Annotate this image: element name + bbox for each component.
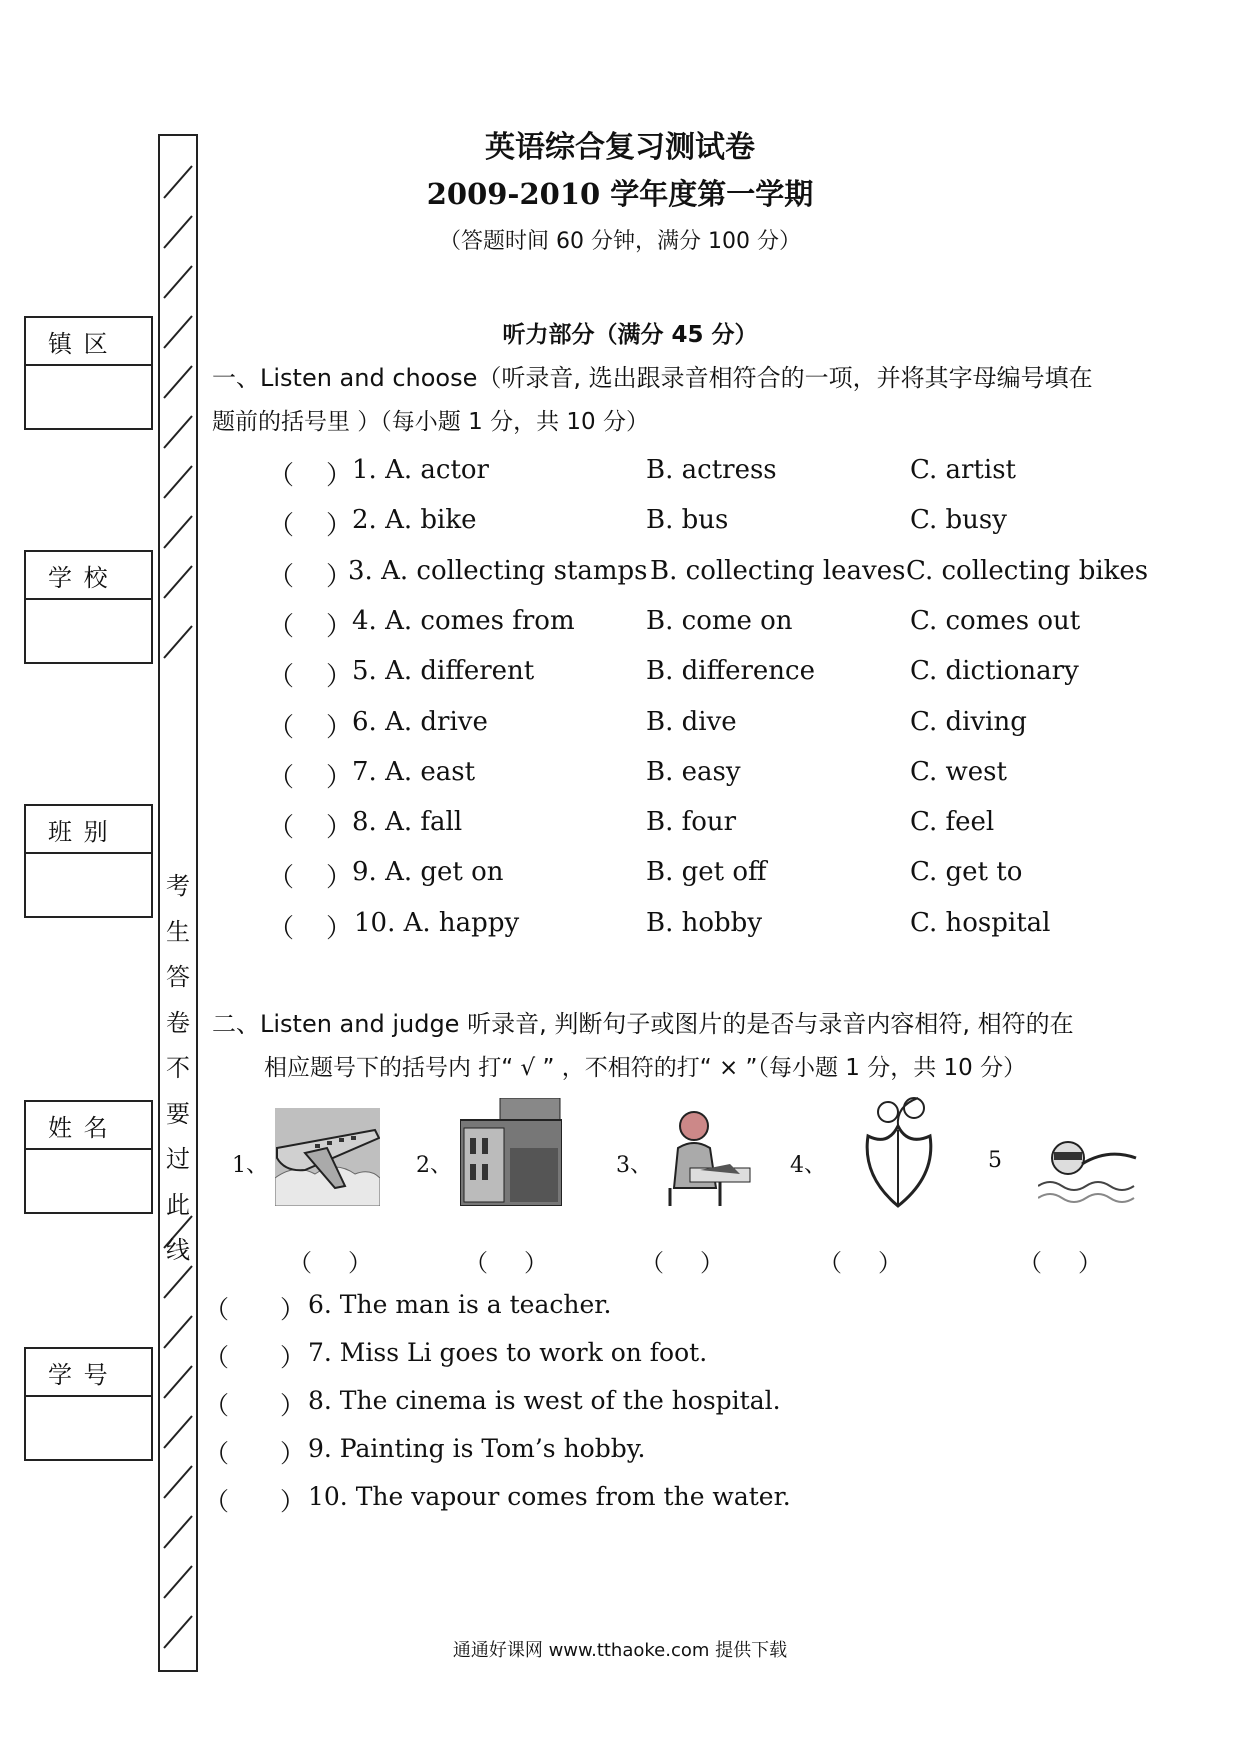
answer-paren-open[interactable]: （ [268,461,295,491]
pic-label-1: 1、 [232,1153,268,1178]
option-c: C. diving [910,706,1027,737]
footer-text: 通通好课网 www.tthaoke.com 提供下载 [452,1640,788,1661]
answer-paren-open[interactable]: （ [268,762,295,793]
option-a: 3. A. collecting stamps [348,555,648,586]
judge-paren-close: ） [280,1295,306,1324]
judge-sentence: 10. The vapour comes from the water. [308,1482,791,1511]
building-icon [460,1098,562,1206]
option-c: C. comes out [910,605,1081,636]
judge-paren-close: ） [280,1343,306,1372]
page-title: 英语综合复习测试卷 [485,130,755,165]
option-a: 6. A. drive [352,706,488,737]
judge-sentence: 9. Painting is Tom’s hobby. [308,1434,646,1463]
girl-painting-icon [660,1108,756,1206]
seal-line-text: 考 生 答 卷 不 要 过 此 线 [166,872,190,1264]
info-label-id: 学 号 [26,1349,151,1397]
option-b: B. actress [646,455,777,485]
pic-answer-1[interactable]: （ ） [288,1249,372,1277]
answer-paren-open[interactable]: （ [268,662,295,693]
answer-paren-open[interactable]: （ [268,813,295,844]
choice-row [0,455,1240,495]
info-blank-town[interactable] [26,366,151,428]
judge-sentence: 7. Miss Li goes to work on foot. [308,1338,708,1367]
option-a: 9. A. get on [352,857,504,888]
info-label-town: 镇 区 [26,318,151,366]
section2-heading: 二、Listen and judge 听录音, 判断句子或图片的是否与录音内容相符, 相符的在 相应题号下的括号内 打“ √ ” ，不相符的打“ × ”（每小题 1 分，共 10 分） [212,1010,1074,1081]
choice-row [0,857,1240,897]
option-a: 4. A. comes from [352,605,575,636]
option-b: B. dive [646,706,737,737]
option-a: 5. A. different [352,656,535,687]
pic-label-2: 2、 [416,1153,452,1178]
choice-row [0,707,1240,747]
option-b: B. easy [646,756,741,787]
swimmer-icon [1038,1128,1140,1208]
option-c: C. collecting bikes [906,555,1149,586]
pic-label-4: 4、 [790,1153,826,1178]
judge-paren-open[interactable]: （ [204,1391,230,1420]
option-b: B. hobby [646,907,763,938]
choice-row [0,656,1240,696]
judge-row [204,1338,1104,1378]
seal-line-strip [158,134,198,1672]
option-b: B. bus [646,505,729,536]
option-c: C. west [910,756,1007,787]
choice-row [0,757,1240,797]
answer-paren-close: ） [326,611,353,642]
info-blank-name[interactable] [26,1150,151,1212]
answer-paren-close: ） [326,762,353,793]
option-c: C. feel [910,807,995,838]
info-box-name [24,1100,153,1214]
info-label-name: 姓 名 [26,1102,151,1150]
answer-paren-close: ） [326,662,353,693]
answer-paren-close: ） [326,712,353,743]
info-label-class: 班 别 [26,806,151,854]
answer-paren-open[interactable]: （ [268,611,295,642]
info-box-id [24,1347,153,1461]
pic-answer-3[interactable]: （ ） [640,1249,724,1277]
answer-paren-close: ） [326,511,353,542]
judge-row [204,1386,1104,1426]
judge-paren-open[interactable]: （ [204,1487,230,1516]
judge-paren-close: ） [280,1439,306,1468]
answer-paren-close: ） [326,913,353,944]
answer-paren-close: ） [326,813,353,844]
answer-paren-open[interactable]: （ [268,511,295,542]
option-b: B. four [646,807,737,838]
section1-heading: 一、Listen and choose（听录音, 选出跟录音相符合的一项，并将其字母编号填在 题前的括号里 ）（每小题 1 分，共 10 分） [212,364,1093,435]
judge-sentence: 8. The cinema is west of the hospital. [308,1386,781,1415]
answer-paren-open[interactable]: （ [268,712,295,743]
leaf-icon [858,1096,940,1208]
answer-paren-open[interactable]: （ [268,913,295,944]
answer-paren-close: ） [326,461,353,491]
listening-part-title: 听力部分（满分 45 分） [502,322,758,348]
option-a: 7. A. east [352,756,476,787]
option-c: C. get to [910,857,1023,888]
option-c: C. dictionary [910,656,1079,687]
judge-paren-open[interactable]: （ [204,1343,230,1372]
answer-paren-close: ） [326,863,353,894]
pic-answer-2[interactable]: （ ） [464,1249,548,1277]
option-c: C. hospital [910,907,1051,938]
choice-row [0,556,1240,596]
answer-paren-open[interactable]: （ [268,561,295,592]
answer-paren-open[interactable]: （ [268,863,295,894]
option-a: 10. A. happy [354,907,520,938]
option-c: C. busy [910,505,1007,536]
option-b: B. come on [646,605,793,636]
info-label-school: 学 校 [26,552,151,600]
airplane-icon [275,1108,380,1206]
choice-row [0,807,1240,847]
option-a: 8. A. fall [352,807,463,838]
choice-row [0,606,1240,646]
option-a: 1. A. actor [352,455,489,485]
option-b: B. difference [646,656,815,687]
pic-answer-5[interactable]: （ ） [1018,1249,1102,1277]
pic-label-3: 3、 [616,1153,652,1178]
judge-paren-open[interactable]: （ [204,1295,230,1324]
choice-row [0,908,1240,948]
judge-paren-close: ） [280,1487,306,1516]
judge-paren-open[interactable]: （ [204,1439,230,1468]
judge-sentence: 6. The man is a teacher. [308,1290,612,1319]
choice-row [0,505,1240,545]
judge-paren-close: ） [280,1391,306,1420]
pic-answer-4[interactable]: （ ） [818,1249,902,1277]
judge-row [204,1290,1104,1330]
page-subtitle: 2009-2010 学年度第一学期 [426,177,814,211]
answer-paren-close: ） [326,561,353,592]
info-blank-id[interactable] [26,1397,151,1459]
pic-label-5: 5 [988,1148,1002,1173]
option-b: B. get off [646,857,767,888]
time-note: （答题时间 60 分钟，满分 100 分） [439,229,801,254]
option-b: B. collecting leaves [650,555,906,586]
judge-row [204,1434,1104,1474]
judge-row [204,1482,1104,1522]
option-c: C. artist [910,455,1016,485]
option-a: 2. A. bike [352,505,477,536]
